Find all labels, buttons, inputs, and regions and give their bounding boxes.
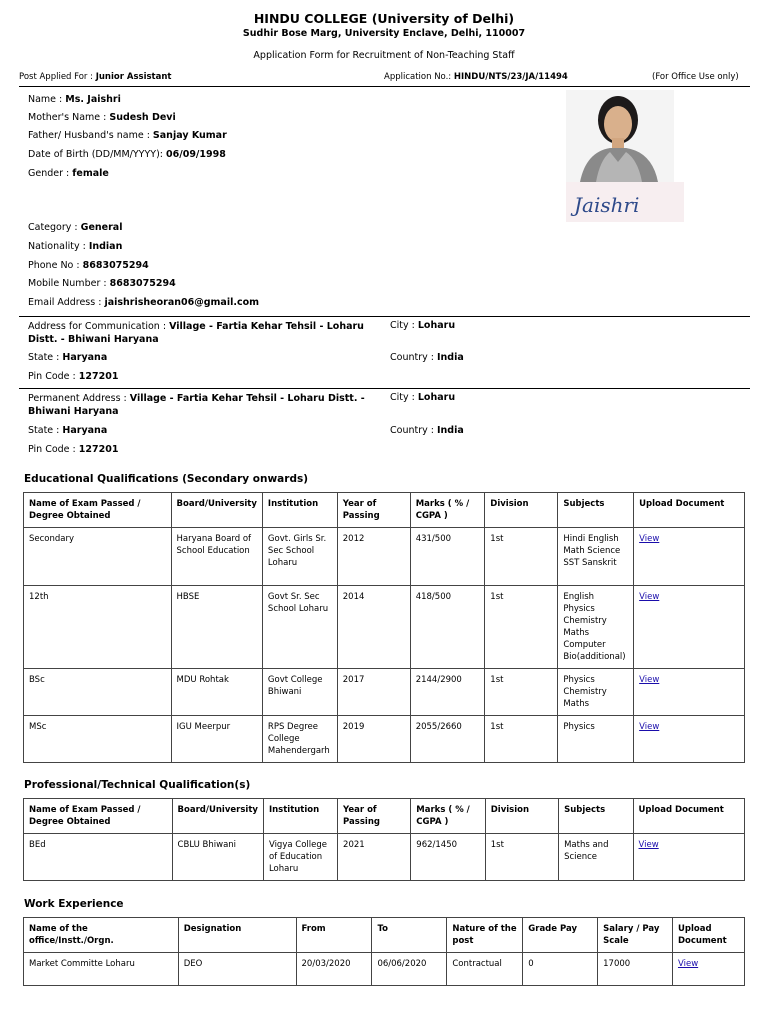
upload-document-cell [634,586,745,669]
table-cell: 2055/2660 [410,716,485,763]
comm-address-field: Address for Communication : Village - Fartia Kehar Tehsil - Loharu Distt. - Bhiwani Haryana [28,321,364,345]
office-use-note: (For Office Use only) [652,72,739,82]
table-cell: Market Committe Loharu [24,953,179,986]
upload-document-cell [633,834,744,881]
email-field: Email Address : jaishrisheoran06@gmail.com [28,297,260,308]
table-cell: HBSE [171,586,262,669]
professional-table [23,798,745,881]
phone-field: Phone No : 8683075294 [28,260,149,271]
table-cell: English Physics Chemistry Maths Computer Bio(additional) [558,586,634,669]
dob-value: 06/09/1998 [166,149,226,160]
table-row [24,953,745,986]
column-header: Marks ( % / CGPA ) [410,493,485,528]
table-cell: 2014 [337,586,410,669]
gender-value: female [72,168,109,179]
column-header: Salary / Pay Scale [598,918,673,953]
table-cell: Maths and Science [559,834,633,881]
table-cell: 2012 [337,528,410,586]
column-header: Institution [262,493,337,528]
column-header: Institution [263,799,337,834]
table-cell: IGU Meerpur [171,716,262,763]
table-cell: Vigya College of Education Loharu [263,834,337,881]
post-label: Post Applied For : [19,72,93,82]
table-cell: 2144/2900 [410,669,485,716]
table-cell: 1st [485,834,558,881]
column-header: Nature of the post [447,918,523,953]
divider [19,316,750,317]
table-cell: MDU Rohtak [171,669,262,716]
table-cell: 1st [485,586,558,669]
upload-document-cell [634,528,745,586]
comm-address-value: Village - Fartia Kehar Tehsil - Loharu Distt. - Bhiwani Haryana [28,321,364,345]
table-row [24,528,745,586]
table-cell: 0 [523,953,598,986]
table-cell: Govt. Girls Sr. Sec School Loharu [262,528,337,586]
mobile-value: 8683075294 [109,278,176,289]
column-header: Name of Exam Passed / Degree Obtained [24,493,172,528]
table-cell: 431/500 [410,528,485,586]
gender-field: Gender : female [28,168,109,179]
comm-state-field: State : Haryana [28,352,108,363]
perm-pin-field: Pin Code : 127201 [28,444,119,455]
comm-country-value: India [437,352,464,363]
form-title: Application Form for Recruitment of Non-Teaching Staff [253,50,515,61]
table-cell: 1st [485,669,558,716]
table-cell: Haryana Board of School Education [171,528,262,586]
column-header: Grade Pay [523,918,598,953]
column-header: Subjects [559,799,633,834]
table-cell: 20/03/2020 [296,953,372,986]
appno-value: HINDU/NTS/23/JA/11494 [453,72,568,82]
name-value: Ms. Jaishri [65,94,121,105]
perm-city-value: Loharu [417,392,456,403]
perm-country-value: India [437,425,464,436]
name-field: Name : Ms. Jaishri [28,94,121,105]
column-header: Year of Passing [337,493,410,528]
comm-state-value: Haryana [62,352,108,363]
table-header-row [24,799,745,834]
column-header: From [296,918,372,953]
table-cell: 2017 [337,669,410,716]
column-header: Subjects [558,493,634,528]
table-cell: Govt College Bhiwani [262,669,337,716]
table-cell: 17000 [598,953,673,986]
divider [19,388,750,389]
nationality-field: Nationality : Indian [28,241,123,252]
work-title: Work Experience [24,898,124,910]
table-cell: 418/500 [410,586,485,669]
table-cell: Physics [558,716,634,763]
column-header: Board/University [172,799,263,834]
table-cell: MSc [24,716,172,763]
category-field: Category : General [28,222,123,233]
perm-state-value: Haryana [62,425,108,436]
signature: Jaishri [574,193,640,217]
phone-value: 8683075294 [82,260,149,271]
table-header-row [24,493,745,528]
comm-country-field: Country : India [390,352,464,363]
table-row [24,669,745,716]
view-document-link[interactable]: View [677,959,699,969]
comm-city-value: Loharu [417,320,456,331]
table-header-row [24,918,745,953]
category-value: General [80,222,123,233]
column-header: Upload Document [633,799,744,834]
column-header: Division [485,493,558,528]
perm-city-field: City : Loharu [390,392,456,403]
father-field: Father/ Husband's name : Sanjay Kumar [28,130,227,141]
table-cell: 1st [485,716,558,763]
column-header: Upload Document [672,918,744,953]
perm-address-field: Permanent Address : Village - Fartia Kehar Tehsil - Loharu Distt. - Bhiwani Haryana [28,393,365,417]
table-cell: 12th [24,586,172,669]
column-header: Marks ( % / CGPA ) [411,799,485,834]
table-cell: DEO [178,953,296,986]
father-value: Sanjay Kumar [152,130,227,141]
perm-country-field: Country : India [390,425,464,436]
column-header: Name of Exam Passed / Degree Obtained [24,799,173,834]
upload-document-cell [672,953,744,986]
column-header: To [372,918,447,953]
dob-field: Date of Birth (DD/MM/YYYY): 06/09/1998 [28,149,226,160]
column-header: Upload Document [634,493,745,528]
post-applied [19,72,171,82]
view-document-link[interactable]: View [639,592,660,602]
table-cell: 06/06/2020 [372,953,447,986]
table-cell: 962/1450 [411,834,485,881]
mobile-field: Mobile Number : 8683075294 [28,278,176,289]
email-value: jaishrisheoran06@gmail.com [104,297,260,308]
view-document-link[interactable]: View [639,534,660,544]
table-row [24,716,745,763]
professional-title: Professional/Technical Qualification(s) [24,779,251,791]
column-header: Name of the office/Instt./Orgn. [24,918,179,953]
education-title: Educational Qualifications (Secondary onwards) [24,473,309,485]
mother-value: Sudesh Devi [109,112,176,123]
comm-city-field: City : Loharu [390,320,456,331]
column-header: Year of Passing [338,799,411,834]
education-table [23,492,745,763]
table-cell: 2021 [338,834,411,881]
perm-state-field: State : Haryana [28,425,108,436]
table-cell: Govt Sr. Sec School Loharu [262,586,337,669]
table-row [24,586,745,669]
upload-document-cell [634,716,745,763]
comm-pin-field: Pin Code : 127201 [28,371,119,382]
table-cell: Contractual [447,953,523,986]
column-header: Division [485,799,558,834]
table-cell: 1st [485,528,558,586]
table-cell: BSc [24,669,172,716]
table-cell: RPS Degree College Mahendergarh [262,716,337,763]
table-cell: Physics Chemistry Maths [558,669,634,716]
divider [19,86,750,87]
column-header: Board/University [171,493,262,528]
appno-label: Application No.: [384,72,452,82]
table-cell: BEd [24,834,173,881]
table-cell: Secondary [24,528,172,586]
application-number [384,72,568,82]
post-value: Junior Assistant [95,72,172,82]
nationality-value: Indian [88,241,123,252]
table-cell: CBLU Bhiwani [172,834,263,881]
college-title: HINDU COLLEGE (University of Delhi) [253,11,515,26]
perm-pin-value: 127201 [78,444,119,455]
table-row [24,834,745,881]
view-document-link[interactable]: View [639,722,660,732]
upload-document-cell [634,669,745,716]
view-document-link[interactable]: View [639,675,660,685]
table-cell: Hindi English Math Science SST Sanskrit [558,528,634,586]
mother-field: Mother's Name : Sudesh Devi [28,112,176,123]
comm-pin-value: 127201 [78,371,119,382]
college-address: Sudhir Bose Marg, University Enclave, Delhi, 110007 [242,28,526,39]
column-header: Designation [178,918,296,953]
table-cell: 2019 [337,716,410,763]
perm-address-value: Village - Fartia Kehar Tehsil - Loharu Distt. - Bhiwani Haryana [28,393,365,417]
view-document-link[interactable]: View [638,840,659,850]
work-table [23,917,745,986]
applicant-photo [566,90,684,222]
